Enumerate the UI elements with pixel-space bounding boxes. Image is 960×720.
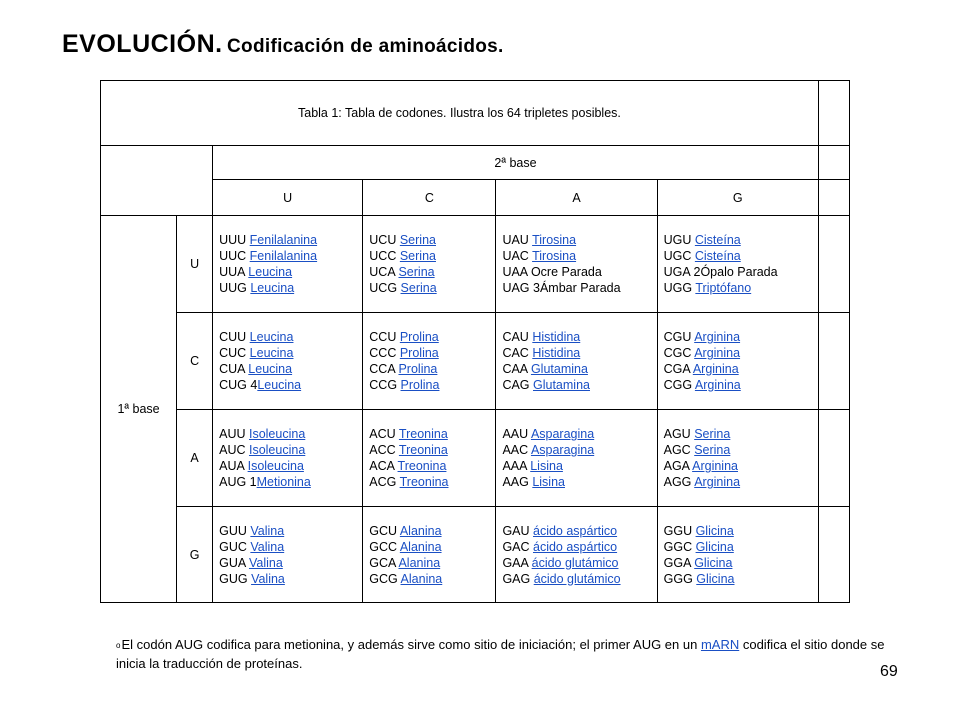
codon-cell	[363, 507, 496, 603]
codon-triplet: GAU	[502, 523, 533, 538]
codon-entry	[664, 458, 818, 474]
codon-triplet: GGG	[663, 571, 697, 586]
codon-cell	[657, 507, 818, 603]
codon-entry	[219, 377, 362, 393]
amino-acid-link[interactable]: Arginina	[694, 330, 741, 344]
codon-triplet: ACG	[369, 475, 400, 489]
codon-triplet: UUU	[219, 233, 250, 247]
page-number: 69	[880, 663, 898, 680]
second-base-header: 2ª base	[213, 146, 819, 180]
amino-acid-link[interactable]: Leucina	[250, 281, 295, 295]
codon-triplet: GUC	[219, 539, 251, 554]
amino-acid-link[interactable]: Arginina	[694, 346, 741, 360]
amino-acid-link[interactable]: Isoleucina	[247, 459, 304, 473]
codon-cell	[363, 313, 496, 410]
codon-triplet: CGU	[663, 330, 695, 344]
amino-acid-link[interactable]: Lisina	[532, 475, 565, 489]
codon-triplet: CCU	[369, 330, 400, 344]
codon-triplet: GCA	[369, 555, 399, 570]
amino-acid-link[interactable]: Asparagina	[530, 427, 595, 441]
codon-triplet: UCU	[369, 233, 400, 247]
codon-entry	[369, 539, 495, 555]
codon-triplet: AUG 1	[219, 475, 257, 489]
codon-entry	[369, 329, 495, 345]
codon-entry	[219, 329, 362, 345]
codon-cell	[213, 216, 363, 313]
amino-acid-link[interactable]: Fenilalanina	[249, 249, 318, 263]
codon-entry	[219, 474, 362, 490]
codon-entry	[369, 555, 495, 571]
codon-entry	[369, 361, 495, 377]
codon-entry	[664, 426, 818, 442]
title-sub: Codificación de aminoácidos.	[227, 36, 504, 57]
amino-acid-link[interactable]: Cisteína	[694, 249, 741, 263]
table-row	[101, 507, 850, 603]
codon-entry	[664, 571, 818, 587]
codon-triplet: GGC	[663, 539, 696, 554]
codon-triplet: GAA	[502, 555, 532, 570]
footnote-text-before: El codón AUG codifica para metionina, y además sirve como sitio de iniciación; el primer AUG en un	[121, 637, 701, 652]
amino-acid-link[interactable]: Lisina	[530, 459, 563, 473]
codon-triplet: CGG	[663, 378, 695, 392]
codon-cell	[657, 313, 818, 410]
codon-entry	[664, 329, 818, 345]
codon-triplet: CAC	[502, 346, 533, 360]
amino-acid-label: Ópalo Parada	[700, 265, 778, 279]
row-base-label: U	[177, 216, 213, 313]
codon-triplet: AUC	[219, 443, 249, 457]
empty-cell	[818, 410, 849, 507]
codon-triplet: AGA	[663, 459, 693, 473]
codon-entry	[502, 377, 656, 393]
table-row	[101, 216, 850, 313]
codon-entry	[219, 458, 362, 474]
row-base-label: A	[177, 410, 213, 507]
codon-entry	[219, 280, 362, 296]
page-title	[62, 30, 504, 59]
codon-entry	[369, 426, 495, 442]
codon-cell	[657, 410, 818, 507]
codon-entry	[219, 571, 362, 587]
codon-entry	[369, 571, 495, 587]
codon-triplet: UGU	[663, 233, 695, 247]
codon-triplet: CGA	[663, 362, 693, 376]
empty-cell	[818, 216, 849, 313]
codon-triplet: UCA	[369, 265, 399, 279]
amino-acid-link[interactable]: Histidina	[532, 346, 581, 360]
codon-triplet: CUG 4	[219, 378, 258, 392]
amino-acid-link[interactable]: Triptófano	[695, 281, 752, 295]
codon-triplet: UAC	[502, 249, 533, 263]
codon-triplet: UGG	[663, 281, 696, 295]
amino-acid-link[interactable]: Leucina	[249, 330, 294, 344]
codon-entry	[664, 345, 818, 361]
amino-acid-link[interactable]: Leucina	[257, 378, 302, 392]
codon-entry	[664, 377, 818, 393]
amino-acid-link[interactable]: Glicina	[695, 523, 734, 538]
footnote	[116, 636, 906, 673]
column-header: C	[363, 180, 496, 216]
codon-entry	[502, 458, 656, 474]
codon-triplet: GGU	[663, 523, 696, 538]
amino-acid-link[interactable]: Isoleucina	[248, 427, 306, 441]
codon-entry	[664, 280, 818, 296]
codon-triplet: GCC	[369, 539, 400, 554]
column-header: A	[496, 180, 657, 216]
codon-entry	[502, 280, 656, 296]
amino-acid-link[interactable]: Asparagina	[530, 443, 595, 457]
amino-acid-link[interactable]: Treonina	[399, 475, 449, 489]
row-base-label: C	[177, 313, 213, 410]
empty-cell	[818, 507, 849, 603]
codon-entry	[219, 555, 362, 571]
codon-triplet: GCU	[369, 523, 400, 538]
codon-triplet: CAG	[502, 378, 533, 392]
codon-triplet: AAC	[502, 443, 531, 457]
codon-entry	[502, 345, 656, 361]
amino-acid-link[interactable]: Valina	[251, 571, 285, 586]
amino-acid-link[interactable]: Prolina	[400, 378, 440, 392]
amino-acid-link[interactable]: Serina	[398, 265, 435, 279]
codon-triplet: UCC	[369, 249, 400, 263]
codon-entry	[502, 539, 656, 555]
empty-cell	[818, 313, 849, 410]
codon-entry	[502, 555, 656, 571]
codon-entry	[219, 426, 362, 442]
footnote-text-after: codifica el sitio donde se inicia la traducción de proteínas.	[116, 637, 885, 671]
codon-entry	[369, 442, 495, 458]
bullet-icon: o	[116, 640, 121, 650]
codon-entry	[502, 474, 656, 490]
amino-acid-link[interactable]: Alanina	[398, 555, 441, 570]
empty-cell	[818, 146, 849, 180]
codon-entry	[219, 523, 362, 539]
codon-triplet: GUG	[219, 571, 252, 586]
amino-acid-link[interactable]: Treonina	[397, 459, 447, 473]
amino-acid-link[interactable]: ácido aspártico	[533, 523, 618, 538]
first-base-header: 1ª base	[101, 216, 177, 603]
codon-triplet: GCG	[369, 571, 401, 586]
codon-entry	[664, 539, 818, 555]
table-caption: Tabla 1: Tabla de codones. Ilustra los 64 tripletes posibles.	[101, 81, 819, 146]
amino-acid-link[interactable]: Glicina	[694, 555, 733, 570]
amino-acid-link[interactable]: Serina	[694, 427, 731, 441]
codon-entry	[664, 248, 818, 264]
codon-entry	[219, 539, 362, 555]
mrna-link[interactable]: mARN	[700, 637, 740, 652]
amino-acid-link[interactable]: Glicina	[696, 571, 735, 586]
amino-acid-link[interactable]: Valina	[250, 539, 285, 554]
codon-triplet: AUA	[219, 459, 248, 473]
amino-acid-link[interactable]: Prolina	[399, 346, 439, 360]
codon-entry	[502, 264, 656, 280]
codon-triplet: UUG	[219, 281, 251, 295]
amino-acid-link[interactable]: ácido aspártico	[533, 539, 618, 554]
codon-triplet: AGU	[663, 427, 695, 441]
codon-entry	[502, 248, 656, 264]
amino-acid-link[interactable]: Leucina	[249, 346, 294, 360]
codon-entry	[502, 571, 656, 587]
codon-triplet: CCA	[369, 362, 399, 376]
amino-acid-label: Ámbar Parada	[539, 281, 621, 295]
column-header: G	[657, 180, 818, 216]
codon-cell	[213, 507, 363, 603]
codon-entry	[502, 361, 656, 377]
codon-triplet: UGA 2	[663, 265, 701, 279]
codon-entry	[219, 345, 362, 361]
codon-triplet: AGG	[663, 475, 695, 489]
amino-acid-link[interactable]: Arginina	[694, 475, 741, 489]
codon-triplet: AAA	[502, 459, 531, 473]
codon-entry	[664, 232, 818, 248]
codon-triplet: UUA	[219, 265, 249, 279]
codon-entry	[369, 264, 495, 280]
codon-triplet: GUA	[219, 555, 249, 570]
codon-entry	[369, 345, 495, 361]
codon-triplet: GGA	[663, 555, 695, 570]
codon-triplet: UAU	[502, 233, 533, 247]
codon-entry	[369, 458, 495, 474]
codon-entry	[219, 248, 362, 264]
codon-entry	[369, 377, 495, 393]
codon-entry	[502, 329, 656, 345]
codon-triplet: CAA	[502, 362, 531, 376]
codon-triplet: AUU	[219, 427, 249, 441]
codon-triplet: UAA	[502, 265, 531, 279]
amino-acid-link[interactable]: ácido glutámico	[533, 571, 621, 586]
amino-acid-link[interactable]: Arginina	[694, 378, 741, 392]
amino-acid-link[interactable]: ácido glutámico	[531, 555, 619, 570]
codon-entry	[369, 474, 495, 490]
codon-entry	[664, 442, 818, 458]
column-header: U	[213, 180, 363, 216]
table-row	[101, 313, 850, 410]
amino-acid-link[interactable]: Fenilalanina	[249, 233, 318, 247]
amino-acid-link[interactable]: Serina	[694, 443, 731, 457]
codon-triplet: ACA	[369, 459, 398, 473]
amino-acid-link[interactable]: Arginina	[692, 362, 739, 376]
amino-acid-link[interactable]: Prolina	[399, 330, 439, 344]
codon-cell	[496, 507, 657, 603]
codon-entry	[502, 523, 656, 539]
amino-acid-link[interactable]: Prolina	[398, 362, 438, 376]
codon-entry	[369, 248, 495, 264]
codon-triplet: ACU	[369, 427, 399, 441]
amino-acid-link[interactable]: Alanina	[399, 523, 442, 538]
codon-cell	[496, 313, 657, 410]
amino-acid-link[interactable]: Arginina	[692, 459, 738, 473]
codon-triplet: GAG	[502, 571, 534, 586]
codon-cell	[496, 216, 657, 313]
codon-triplet: UGC	[663, 249, 695, 263]
codon-entry	[369, 280, 495, 296]
amino-acid-link[interactable]: Leucina	[248, 362, 293, 376]
codon-triplet: CAU	[502, 330, 533, 344]
amino-acid-link[interactable]: Glutamina	[530, 362, 588, 376]
codon-cell	[213, 313, 363, 410]
codon-triplet: CUU	[219, 330, 250, 344]
codon-triplet: UUC	[219, 249, 250, 263]
codon-triplet: GUU	[219, 523, 251, 538]
codon-triplet: UCG	[369, 281, 401, 295]
codon-triplet: CUA	[219, 362, 249, 376]
codon-cell	[657, 216, 818, 313]
codon-entry	[219, 232, 362, 248]
table-row	[101, 410, 850, 507]
codon-cell	[213, 410, 363, 507]
codon-triplet: UAG 3	[502, 281, 540, 295]
codon-entry	[664, 474, 818, 490]
amino-acid-link[interactable]: Alanina	[399, 539, 442, 554]
codon-cell	[363, 216, 496, 313]
amino-acid-link[interactable]: Serina	[399, 249, 436, 263]
amino-acid-link[interactable]: Serina	[399, 233, 436, 247]
codon-table	[100, 80, 850, 603]
amino-acid-link[interactable]: Cisteína	[694, 233, 741, 247]
codon-triplet: ACC	[369, 443, 399, 457]
empty-cell	[818, 180, 849, 216]
amino-acid-link[interactable]: Treonina	[398, 427, 448, 441]
amino-acid-link[interactable]: Leucina	[248, 265, 293, 279]
amino-acid-link[interactable]: Histidina	[532, 330, 581, 344]
empty-cell	[818, 81, 849, 146]
codon-entry	[502, 426, 656, 442]
corner-cell	[101, 146, 213, 216]
codon-entry	[502, 232, 656, 248]
amino-acid-link[interactable]: Tirosina	[532, 233, 577, 247]
codon-entry	[219, 264, 362, 280]
codon-entry	[219, 361, 362, 377]
amino-acid-link[interactable]: Tirosina	[532, 249, 577, 263]
codon-entry	[502, 442, 656, 458]
amino-acid-link[interactable]: Treonina	[398, 443, 448, 457]
row-base-label: G	[177, 507, 213, 603]
codon-triplet: AGC	[663, 443, 695, 457]
amino-acid-link[interactable]: Alanina	[400, 571, 443, 586]
amino-acid-link[interactable]: Glutamina	[533, 378, 590, 392]
codon-triplet: AAG	[502, 475, 533, 489]
codon-triplet: CCG	[369, 378, 401, 392]
codon-entry	[664, 361, 818, 377]
codon-entry	[664, 523, 818, 539]
codon-triplet: GAC	[502, 539, 533, 554]
title-main: EVOLUCIÓN.	[62, 30, 223, 58]
codon-cell	[496, 410, 657, 507]
amino-acid-link[interactable]: Metionina	[256, 475, 311, 489]
codon-entry	[369, 232, 495, 248]
codon-entry	[369, 523, 495, 539]
codon-entry	[664, 555, 818, 571]
codon-triplet: CUC	[219, 346, 250, 360]
amino-acid-label: Ocre Parada	[530, 265, 602, 279]
codon-triplet: CGC	[663, 346, 695, 360]
codon-triplet: CCC	[369, 346, 400, 360]
amino-acid-link[interactable]: Valina	[248, 555, 283, 570]
amino-acid-link[interactable]: Isoleucina	[248, 443, 306, 457]
codon-cell	[363, 410, 496, 507]
codon-entry	[664, 264, 818, 280]
amino-acid-link[interactable]: Glicina	[695, 539, 734, 554]
codon-triplet: AAU	[502, 427, 531, 441]
codon-entry	[219, 442, 362, 458]
amino-acid-link[interactable]: Valina	[250, 523, 285, 538]
amino-acid-link[interactable]: Serina	[400, 281, 437, 295]
